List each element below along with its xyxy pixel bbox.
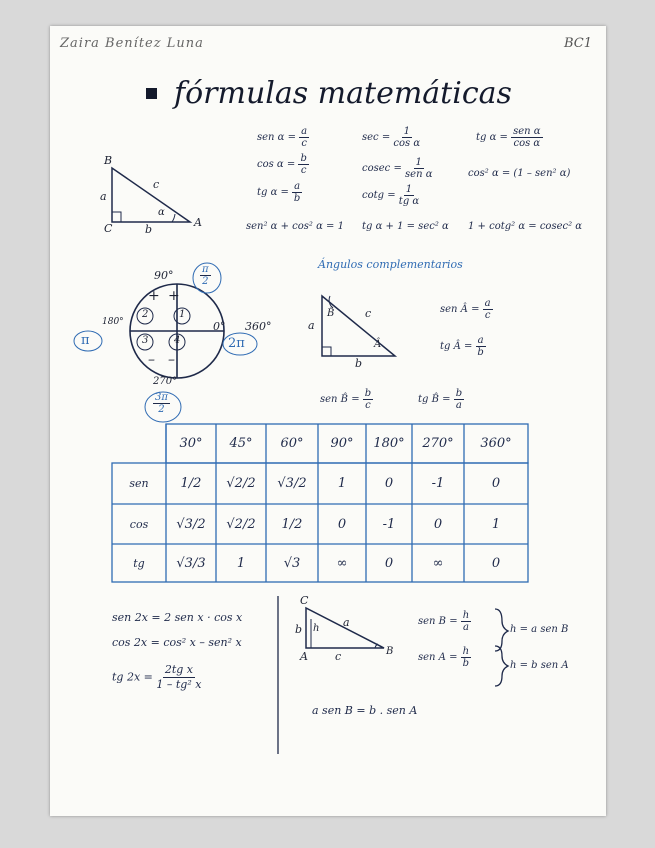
identity-3: 1 + cotg² α = cosec² α xyxy=(468,221,583,232)
circle-0-deg: 0° xyxy=(213,320,226,333)
table-cell: 1/2 xyxy=(180,476,202,491)
table-header-180: 180° xyxy=(373,436,405,451)
table-cell: √3/3 xyxy=(176,555,206,571)
table-cell: √2/2 xyxy=(226,516,256,532)
notebook-sheet xyxy=(50,26,606,816)
circle-270-deg: 270° xyxy=(153,376,178,387)
formula-cos-2x: cos 2x = cos² x – sen² x xyxy=(112,636,242,649)
tri3-side-c: c xyxy=(335,650,342,663)
table-cell: -1 xyxy=(382,516,396,532)
tri3-senB: sen B = $\frac{h}{a}$ xyxy=(418,610,470,633)
table-header-30: 30° xyxy=(179,436,203,451)
sign-q4: – xyxy=(168,352,175,368)
formula-cosec: cosec = $\frac{1}{\text{sen α}}$ xyxy=(362,157,433,180)
comp-side-b: b xyxy=(355,357,363,370)
formula-sen-2x: sen 2x = 2 sen x · cos x xyxy=(112,611,243,624)
circle-180-rad: π xyxy=(81,333,90,348)
tri3-h-bSenA: h = b sen A xyxy=(510,660,569,671)
table-cell: 0 xyxy=(491,555,501,571)
comp-senB: sen B̂ = $\frac{b}{c}$ xyxy=(320,388,372,411)
comp-tgA: tg Â = $\frac{a}{b}$ xyxy=(440,335,484,358)
quadrant-2: 2 xyxy=(142,309,149,320)
quadrant-4: 4 xyxy=(174,335,181,346)
table-cell: 1 xyxy=(236,555,246,571)
tri1-vertex-C: C xyxy=(104,222,113,235)
tri1-side-c: c xyxy=(153,178,160,191)
table-header-360: 360° xyxy=(480,436,512,451)
tri3-vertex-C: C xyxy=(300,594,309,607)
table-cell: √3/2 xyxy=(277,476,307,491)
identity-1: sen² α + cos² α = 1 xyxy=(246,221,344,232)
tri3-height-h: h xyxy=(313,623,320,634)
formula-sec: sec = $\frac{1}{\text{cos α}}$ xyxy=(362,126,421,149)
identity-2: tg α + 1 = sec² α xyxy=(362,221,449,232)
tri3-vertex-A: A xyxy=(300,650,308,663)
sign-q3: – xyxy=(148,352,155,368)
table-row-label-sen: sen xyxy=(129,477,149,490)
comp-side-a: a xyxy=(308,319,315,332)
circle-90-rad: $\frac{\pi}{2}$ xyxy=(202,264,209,287)
table-cell: 1 xyxy=(337,476,347,491)
formula-tg-ratio: tg α = $\frac{\text{sen α}}{\text{cos α}}$ xyxy=(476,126,541,149)
tri1-angle-alpha: α xyxy=(158,207,165,218)
tri3-h-aSenB: h = a sen B xyxy=(510,624,569,635)
tri1-vertex-B: B xyxy=(104,154,113,167)
tri1-side-a: a xyxy=(100,190,107,203)
table-header-270: 270° xyxy=(422,436,454,451)
comp-angle-A: Â xyxy=(374,339,382,350)
table-cell: ∞ xyxy=(432,555,444,571)
table-header-45: 45° xyxy=(229,436,253,451)
table-cell: 1/2 xyxy=(281,516,303,532)
table-header-60: 60° xyxy=(280,436,304,451)
circle-180-deg: 180° xyxy=(102,317,124,327)
comp-senA: sen Â = $\frac{a}{c}$ xyxy=(440,298,491,321)
comp-tgB: tg B̂ = $\frac{b}{a}$ xyxy=(418,388,463,411)
table-cell: 0 xyxy=(384,555,394,571)
table-cell: ∞ xyxy=(336,555,348,571)
class-label: BC1 xyxy=(563,36,592,51)
comp-angle-B: B̂ xyxy=(327,308,335,319)
table-cell: 0 xyxy=(384,476,394,491)
formula-cos: cos α = $\frac{b}{c}$ xyxy=(257,153,307,176)
tri3-side-b: b xyxy=(295,623,303,636)
table-cell: 0 xyxy=(337,516,347,532)
table-header-90: 90° xyxy=(330,436,354,451)
tri1-side-b: b xyxy=(145,223,153,236)
tri3-vertex-B: B xyxy=(386,646,394,657)
table-cell: √2/2 xyxy=(226,476,256,491)
tri3-senA: sen A = $\frac{h}{b}$ xyxy=(418,646,470,669)
table-cell: √3/2 xyxy=(176,516,206,532)
circle-2pi-rad: 2π xyxy=(228,336,245,351)
complementary-heading: Ángulos complementarios xyxy=(318,258,463,271)
circle-270-rad: $\frac{3\pi}{2}$ xyxy=(155,392,168,415)
formula-tg-2x: tg 2x = $\frac{\text{2tg x}}{\text{1 – tg² x}}$ xyxy=(112,663,202,691)
formula-tg: tg α = $\frac{a}{b}$ xyxy=(257,181,301,204)
formula-cos2: cos² α = (1 – sen² α) xyxy=(468,168,571,179)
table-cell: -1 xyxy=(431,476,445,491)
law-of-sines: a sen B = b . sen A xyxy=(312,704,418,717)
author-name: Zaira Benítez Luna xyxy=(60,36,204,51)
table-cell: 0 xyxy=(433,516,443,532)
tri3-side-a: a xyxy=(343,616,350,629)
sign-q1: + xyxy=(168,288,180,304)
formula-sen: sen α = $\frac{a}{c}$ xyxy=(257,126,308,149)
sign-q2: + xyxy=(148,288,160,304)
table-row-label-cos: cos xyxy=(129,517,149,531)
circle-90-deg: 90° xyxy=(154,269,174,282)
quadrant-1: 1 xyxy=(179,309,186,320)
table-cell: √3 xyxy=(283,555,301,571)
table-row-label-tg: tg xyxy=(133,556,145,570)
table-cell: 1 xyxy=(491,516,501,532)
circle-360-deg: 360° xyxy=(245,320,272,333)
tri1-vertex-A: A xyxy=(194,216,202,229)
comp-side-c: c xyxy=(365,307,372,320)
page-title: fórmulas matemáticas xyxy=(174,76,512,111)
table-cell: 0 xyxy=(491,476,501,491)
quadrant-3: 3 xyxy=(142,335,149,346)
formula-cotg: cotg = $\frac{1}{\text{tg α}}$ xyxy=(362,184,420,207)
